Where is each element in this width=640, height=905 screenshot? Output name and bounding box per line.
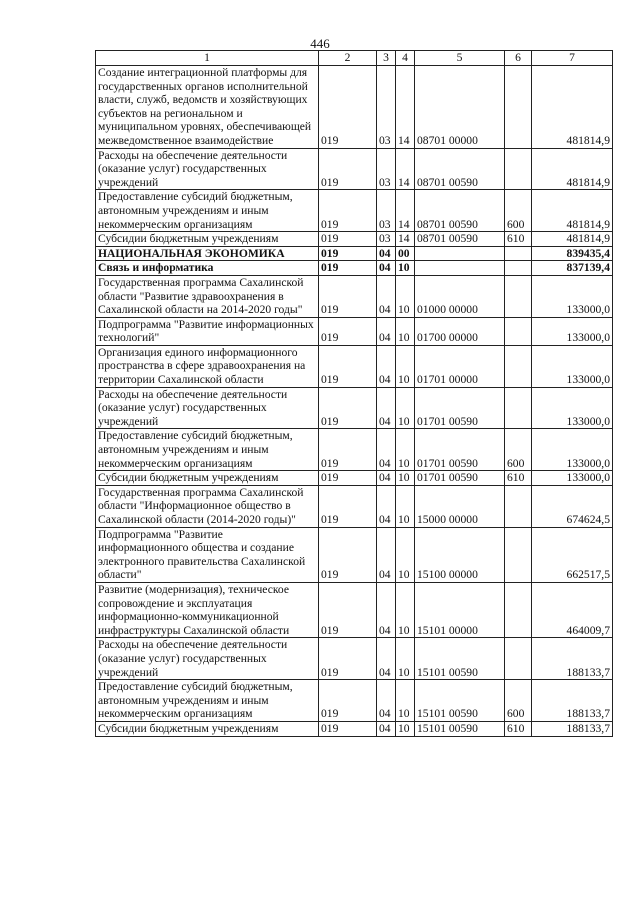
table-row bbox=[96, 721, 613, 736]
row-name: Государственная программа Сахалинской области "Информационное общество в Сахалинской области (2014-2020 годы)" bbox=[96, 485, 319, 527]
row-expense-type-code bbox=[505, 148, 532, 190]
row-target-article-code bbox=[415, 246, 505, 261]
row-expense-type-code: 610 bbox=[505, 232, 532, 247]
row-grbs-code: 019 bbox=[319, 638, 377, 680]
table-row bbox=[96, 190, 613, 232]
table-row bbox=[96, 429, 613, 471]
row-subsection-code: 10 bbox=[396, 317, 415, 345]
row-subsection-code: 14 bbox=[396, 232, 415, 247]
row-subsection-code: 00 bbox=[396, 246, 415, 261]
row-grbs-code: 019 bbox=[319, 485, 377, 527]
table-row bbox=[96, 527, 613, 582]
row-section-code: 04 bbox=[377, 317, 396, 345]
table-row bbox=[96, 638, 613, 680]
row-amount: 839435,4 bbox=[532, 246, 613, 261]
row-subsection-code: 10 bbox=[396, 387, 415, 429]
row-target-article-code: 01701 00590 bbox=[415, 471, 505, 486]
row-target-article-code: 15101 00590 bbox=[415, 680, 505, 722]
row-section-code: 03 bbox=[377, 148, 396, 190]
row-expense-type-code bbox=[505, 638, 532, 680]
column-header: 4 bbox=[396, 51, 415, 66]
row-amount: 188133,7 bbox=[532, 680, 613, 722]
row-grbs-code: 019 bbox=[319, 721, 377, 736]
row-section-code: 04 bbox=[377, 387, 396, 429]
row-target-article-code: 01701 00000 bbox=[415, 345, 505, 387]
row-section-code: 04 bbox=[377, 471, 396, 486]
budget-table bbox=[95, 50, 613, 737]
row-subsection-code: 14 bbox=[396, 66, 415, 149]
row-section-code: 04 bbox=[377, 485, 396, 527]
column-header: 6 bbox=[505, 51, 532, 66]
column-header: 2 bbox=[319, 51, 377, 66]
row-target-article-code: 01701 00590 bbox=[415, 429, 505, 471]
row-grbs-code: 019 bbox=[319, 190, 377, 232]
row-section-code: 04 bbox=[377, 345, 396, 387]
row-section-code: 03 bbox=[377, 232, 396, 247]
row-target-article-code: 15000 00000 bbox=[415, 485, 505, 527]
row-amount: 674624,5 bbox=[532, 485, 613, 527]
row-section-code: 04 bbox=[377, 721, 396, 736]
row-grbs-code: 019 bbox=[319, 429, 377, 471]
row-section-code: 04 bbox=[377, 680, 396, 722]
row-subsection-code: 10 bbox=[396, 721, 415, 736]
row-target-article-code: 08701 00590 bbox=[415, 148, 505, 190]
table-row bbox=[96, 485, 613, 527]
row-amount: 133000,0 bbox=[532, 345, 613, 387]
row-expense-type-code: 610 bbox=[505, 471, 532, 486]
row-name: Расходы на обеспечение деятельности (оказание услуг) государственных учреждений bbox=[96, 387, 319, 429]
row-expense-type-code bbox=[505, 485, 532, 527]
row-grbs-code: 019 bbox=[319, 246, 377, 261]
row-amount: 464009,7 bbox=[532, 582, 613, 637]
row-amount: 481814,9 bbox=[532, 190, 613, 232]
row-expense-type-code: 600 bbox=[505, 429, 532, 471]
row-target-article-code: 01000 00000 bbox=[415, 275, 505, 317]
row-name: Развитие (модернизация), техническое сопровождение и эксплуатация информационно-коммуникационной инфраструктуры Сахалинской области bbox=[96, 582, 319, 637]
row-subsection-code: 10 bbox=[396, 582, 415, 637]
row-amount: 133000,0 bbox=[532, 429, 613, 471]
row-section-code: 03 bbox=[377, 66, 396, 149]
row-target-article-code: 08701 00590 bbox=[415, 232, 505, 247]
row-grbs-code: 019 bbox=[319, 261, 377, 276]
table-row bbox=[96, 246, 613, 261]
table-row bbox=[96, 317, 613, 345]
row-amount: 481814,9 bbox=[532, 148, 613, 190]
row-subsection-code: 10 bbox=[396, 345, 415, 387]
row-name: Подпрограмма "Развитие информационного общества и создание электронного правительства Сахалинской области" bbox=[96, 527, 319, 582]
row-amount: 133000,0 bbox=[532, 317, 613, 345]
table-row bbox=[96, 680, 613, 722]
row-subsection-code: 10 bbox=[396, 261, 415, 276]
column-header: 5 bbox=[415, 51, 505, 66]
row-section-code: 04 bbox=[377, 275, 396, 317]
row-subsection-code: 14 bbox=[396, 190, 415, 232]
row-section-code: 04 bbox=[377, 582, 396, 637]
row-name: Организация единого информационного пространства в сфере здравоохранения на территории Сахалинской области bbox=[96, 345, 319, 387]
table-row bbox=[96, 261, 613, 276]
row-section-code: 04 bbox=[377, 261, 396, 276]
row-amount: 481814,9 bbox=[532, 232, 613, 247]
page-number: 446 bbox=[310, 36, 330, 51]
row-amount: 837139,4 bbox=[532, 261, 613, 276]
row-target-article-code: 08701 00590 bbox=[415, 190, 505, 232]
row-target-article-code: 01700 00000 bbox=[415, 317, 505, 345]
row-amount: 133000,0 bbox=[532, 275, 613, 317]
row-target-article-code: 15100 00000 bbox=[415, 527, 505, 582]
row-expense-type-code: 610 bbox=[505, 721, 532, 736]
column-header: 1 bbox=[96, 51, 319, 66]
row-grbs-code: 019 bbox=[319, 317, 377, 345]
row-expense-type-code bbox=[505, 387, 532, 429]
row-amount: 188133,7 bbox=[532, 638, 613, 680]
row-expense-type-code bbox=[505, 275, 532, 317]
row-subsection-code: 10 bbox=[396, 527, 415, 582]
row-subsection-code: 10 bbox=[396, 638, 415, 680]
row-section-code: 04 bbox=[377, 429, 396, 471]
row-subsection-code: 10 bbox=[396, 485, 415, 527]
row-name: Субсидии бюджетным учреждениям bbox=[96, 471, 319, 486]
row-grbs-code: 019 bbox=[319, 527, 377, 582]
row-expense-type-code bbox=[505, 527, 532, 582]
row-target-article-code: 15101 00590 bbox=[415, 721, 505, 736]
row-subsection-code: 10 bbox=[396, 429, 415, 471]
row-amount: 133000,0 bbox=[532, 387, 613, 429]
row-target-article-code: 01701 00590 bbox=[415, 387, 505, 429]
row-amount: 188133,7 bbox=[532, 721, 613, 736]
table-row bbox=[96, 345, 613, 387]
header-row bbox=[96, 51, 613, 66]
row-expense-type-code bbox=[505, 345, 532, 387]
row-name: Государственная программа Сахалинской области "Развитие здравоохранения в Сахалинской области на 2014-2020 годы" bbox=[96, 275, 319, 317]
row-name: Субсидии бюджетным учреждениям bbox=[96, 721, 319, 736]
row-section-code: 04 bbox=[377, 527, 396, 582]
row-expense-type-code: 600 bbox=[505, 190, 532, 232]
row-name: Подпрограмма "Развитие информационных технологий" bbox=[96, 317, 319, 345]
row-name: Создание интеграционной платформы для государственных органов исполнительной власти, служб, ведомств и хозяйствующих субъектов на региональном и муниципальном уровнях, обеспечивающей межведомственное взаимодействие bbox=[96, 66, 319, 149]
table-row bbox=[96, 66, 613, 149]
row-name: НАЦИОНАЛЬНАЯ ЭКОНОМИКА bbox=[96, 246, 319, 261]
row-grbs-code: 019 bbox=[319, 66, 377, 149]
row-amount: 133000,0 bbox=[532, 471, 613, 486]
row-section-code: 03 bbox=[377, 190, 396, 232]
row-expense-type-code: 600 bbox=[505, 680, 532, 722]
row-subsection-code: 10 bbox=[396, 680, 415, 722]
column-header: 7 bbox=[532, 51, 613, 66]
table-row bbox=[96, 471, 613, 486]
row-expense-type-code bbox=[505, 582, 532, 637]
row-expense-type-code bbox=[505, 317, 532, 345]
row-expense-type-code bbox=[505, 261, 532, 276]
row-grbs-code: 019 bbox=[319, 345, 377, 387]
row-grbs-code: 019 bbox=[319, 148, 377, 190]
row-grbs-code: 019 bbox=[319, 275, 377, 317]
table-row bbox=[96, 275, 613, 317]
row-name: Предоставление субсидий бюджетным, автономным учреждениям и иным некоммерческим организациям bbox=[96, 429, 319, 471]
row-name: Субсидии бюджетным учреждениям bbox=[96, 232, 319, 247]
row-amount: 481814,9 bbox=[532, 66, 613, 149]
row-name: Связь и информатика bbox=[96, 261, 319, 276]
row-name: Расходы на обеспечение деятельности (оказание услуг) государственных учреждений bbox=[96, 638, 319, 680]
row-target-article-code: 15101 00590 bbox=[415, 638, 505, 680]
table-row bbox=[96, 232, 613, 247]
table-row bbox=[96, 387, 613, 429]
row-expense-type-code bbox=[505, 246, 532, 261]
table-row bbox=[96, 582, 613, 637]
row-target-article-code: 08701 00000 bbox=[415, 66, 505, 149]
row-grbs-code: 019 bbox=[319, 471, 377, 486]
row-name: Предоставление субсидий бюджетным, автономным учреждениям и иным некоммерческим организациям bbox=[96, 190, 319, 232]
row-grbs-code: 019 bbox=[319, 387, 377, 429]
column-header: 3 bbox=[377, 51, 396, 66]
row-amount: 662517,5 bbox=[532, 527, 613, 582]
row-target-article-code: 15101 00000 bbox=[415, 582, 505, 637]
row-name: Расходы на обеспечение деятельности (оказание услуг) государственных учреждений bbox=[96, 148, 319, 190]
row-grbs-code: 019 bbox=[319, 232, 377, 247]
row-grbs-code: 019 bbox=[319, 680, 377, 722]
row-section-code: 04 bbox=[377, 246, 396, 261]
row-name: Предоставление субсидий бюджетным, автономным учреждениям и иным некоммерческим организациям bbox=[96, 680, 319, 722]
row-subsection-code: 10 bbox=[396, 471, 415, 486]
row-target-article-code bbox=[415, 261, 505, 276]
row-subsection-code: 14 bbox=[396, 148, 415, 190]
row-grbs-code: 019 bbox=[319, 582, 377, 637]
table-row bbox=[96, 148, 613, 190]
row-section-code: 04 bbox=[377, 638, 396, 680]
row-expense-type-code bbox=[505, 66, 532, 149]
row-subsection-code: 10 bbox=[396, 275, 415, 317]
